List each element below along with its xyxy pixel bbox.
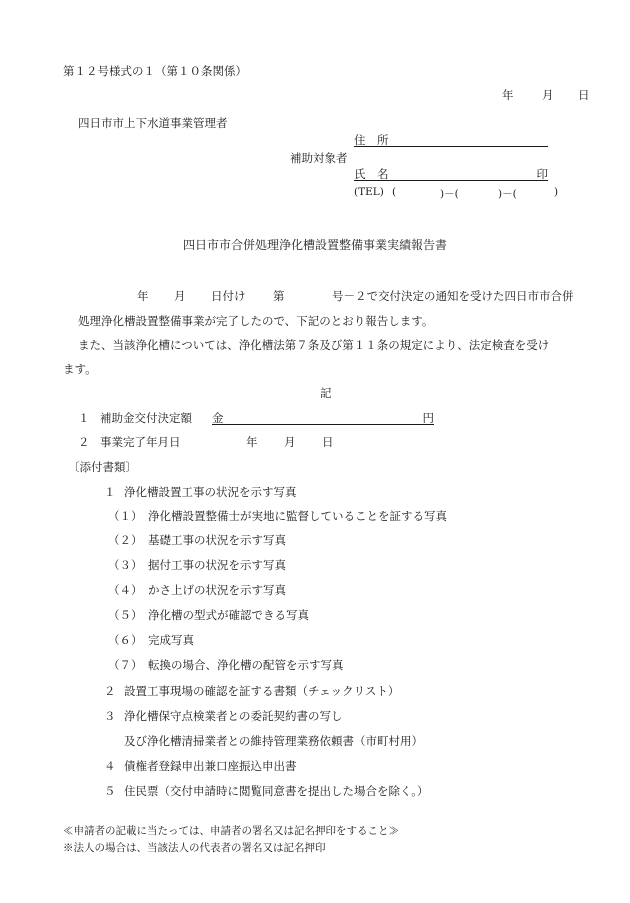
attach-text: 浄化槽設置工事の状況を示す写真 [124, 485, 297, 499]
tel-separator-1: )－( [440, 188, 459, 200]
attach-number: （１） [108, 509, 143, 523]
tel-close-paren: ) [554, 186, 559, 198]
attach-number: （３） [108, 558, 143, 572]
attach-text: 及び浄化槽清掃業者との維持管理業務依頼書（市町村用） [124, 734, 423, 748]
attach-number: ３ [104, 709, 116, 723]
attach-text: 浄化槽の型式が確認できる写真 [148, 608, 309, 622]
grant-date-month: 月 [174, 289, 186, 303]
attach-text: かさ上げの状況を示す写真 [148, 583, 286, 597]
address-label: 住 所 [354, 133, 389, 147]
address-field[interactable] [354, 132, 548, 147]
grant-number-prefix: 第 [273, 289, 285, 303]
grant-date-day: 日付け [211, 289, 246, 303]
body-line-3: また、当該浄化槽については、浄化槽法第７条及び第１１条の規定により、法定検査を受け [78, 338, 550, 352]
attach-number: （７） [108, 658, 143, 672]
addressee: 四日市市上下水道事業管理者 [78, 116, 228, 130]
body-line-1-rest: 号－２で交付決定の通知を受けた四日市市合併 [332, 289, 574, 303]
attach-number: （５） [108, 608, 143, 622]
body-line-4: ます。 [63, 362, 97, 376]
attach-number: ４ [104, 759, 116, 773]
body-line-2: 処理浄化槽設置整備事業が完了したので、下記のとおり報告します。 [78, 314, 434, 328]
attach-text: 完成写真 [148, 633, 194, 647]
attach-text: 浄化槽設置整備士が実地に監督していることを証する写真 [148, 509, 447, 523]
item-1-label: 補助金交付決定額 [100, 411, 192, 425]
item-2-label: 事業完了年月日 [100, 435, 181, 449]
document-title: 四日市市合併処理浄化槽設置整備事業実績報告書 [182, 238, 447, 252]
attach-text: 転換の場合、浄化槽の配管を示す写真 [148, 658, 344, 672]
attach-text: 据付工事の状況を示す写真 [148, 558, 286, 572]
date-day: 日 [578, 88, 590, 102]
item-2-number: ２ [78, 435, 90, 449]
grant-amount-field[interactable] [212, 410, 434, 425]
attach-text: 住民票（交付申請時に閲覧同意書を提出した場合を除く。） [124, 784, 429, 798]
attach-text: 債権者登録申出兼口座振込申出書 [124, 759, 297, 773]
amount-prefix: 金 [212, 411, 224, 425]
date-month: 月 [542, 88, 554, 102]
name-label: 氏 名 [354, 167, 389, 181]
tel-separator-2: )－( [498, 188, 517, 200]
attach-number: （４） [108, 583, 143, 597]
grant-date-year: 年 [137, 289, 149, 303]
attach-number: ５ [104, 784, 116, 798]
amount-suffix: 円 [422, 411, 434, 425]
completion-year: 年 [246, 435, 258, 449]
attach-number: ２ [104, 684, 116, 698]
seal-mark: 印 [536, 167, 548, 181]
tel-open-paren: ( [392, 186, 397, 198]
completion-month: 月 [284, 435, 296, 449]
item-completion-date [78, 434, 378, 450]
note-signature: ≪申請者の記載に当たっては、申請者の署名又は記名押印をすること≫ [63, 825, 399, 837]
date-year: 年 [502, 88, 514, 102]
attach-number: １ [104, 485, 116, 499]
item-1-number: １ [78, 411, 90, 425]
attach-number: （６） [108, 633, 143, 647]
attach-text: 設置工事現場の確認を証する書類（チェックリスト） [124, 684, 400, 698]
form-number: 第１２号様式の１（第１０条関係） [63, 64, 247, 78]
note-corporation: ※法人の場合は、当該法人の代表者の署名又は記名押印 [63, 842, 326, 854]
attachments-header: 〔添付書類〕 [68, 460, 137, 474]
attach-text: 浄化槽保守点検業者との委託契約書の写し [124, 709, 343, 723]
tel-label: (TEL) [354, 186, 384, 198]
item-grant-amount [78, 410, 434, 426]
name-field[interactable] [354, 166, 548, 181]
ki-heading: 記 [320, 386, 332, 400]
applicant-group-label: 補助対象者 [290, 151, 348, 165]
attach-number: （２） [108, 533, 143, 547]
attach-text: 基礎工事の状況を示す写真 [148, 533, 286, 547]
completion-day: 日 [322, 435, 334, 449]
